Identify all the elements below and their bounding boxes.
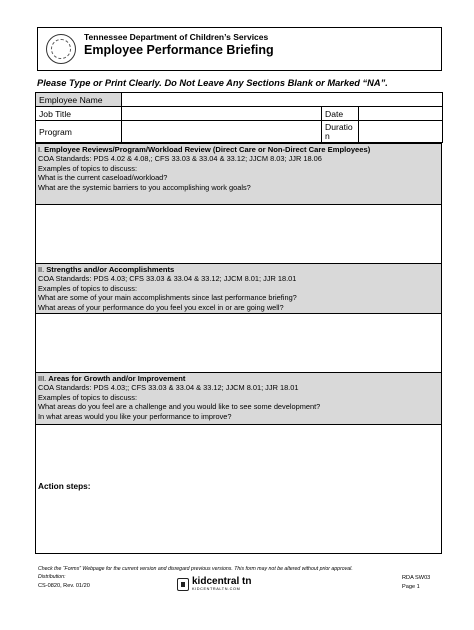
duration-field[interactable] <box>359 121 443 143</box>
job-title-field[interactable] <box>122 107 322 121</box>
section-title: Strengths and/or Accomplishments <box>46 265 175 274</box>
question: What are the systemic barriers to you accomplishing work goals? <box>38 182 251 192</box>
date-label: Date <box>322 107 359 121</box>
action-steps-label: Action steps: <box>38 481 91 491</box>
response-area[interactable] <box>36 205 441 263</box>
section-number: III. <box>38 374 47 383</box>
date-field[interactable] <box>359 107 443 121</box>
section-header <box>36 373 441 425</box>
form-header <box>37 27 442 71</box>
section-number: I. <box>38 145 43 154</box>
coa-standards: COA Standards: PDS 4.03; CFS 33.03 & 33.04 & 33.12; JJCM 8.01; JJR 18.01 <box>38 274 297 284</box>
employee-name-label: Employee Name <box>36 93 122 107</box>
examples-label: Examples of topics to discuss: <box>38 283 137 293</box>
coa-standards: COA Standards: PDS 4.02 & 4.08,; CFS 33.03 & 33.04 & 33.12; JJCM 8.03; JJR 18.06 <box>38 154 322 164</box>
form-title: Employee Performance Briefing <box>84 43 274 57</box>
duration-label: Duration <box>322 121 359 143</box>
employee-name-field[interactable] <box>122 93 443 107</box>
question: What are some of your main accomplishments since last performance briefing? <box>38 293 297 303</box>
distribution-label: Distribution: <box>38 574 66 580</box>
state-seal-icon <box>46 34 76 64</box>
page-number: Page 1 <box>402 584 420 590</box>
logo-url: KIDCENTRALTN.COM <box>192 587 241 591</box>
response-area[interactable] <box>36 314 441 372</box>
section-title: Areas for Growth and/or Improvement <box>48 374 186 383</box>
question: In what areas would you like your performance to improve? <box>38 411 232 421</box>
instructions: Please Type or Print Clearly. Do Not Leave Any Sections Blank or Marked “NA”. <box>37 78 388 88</box>
question: What is the current caseload/workload? <box>38 173 168 183</box>
section-strengths <box>35 263 442 373</box>
section-header <box>36 144 441 205</box>
section-header <box>36 264 441 314</box>
section-number: II. <box>38 265 45 274</box>
footer-note: Check the “Forms” Webpage for the current version and disregard previous versions. This form may not be altered without prior approval. <box>38 566 353 572</box>
section-workload-review <box>35 143 442 264</box>
examples-label: Examples of topics to discuss: <box>38 392 137 402</box>
job-title-label: Job Title <box>36 107 122 121</box>
section-growth <box>35 372 442 554</box>
agency-name: Tennessee Department of Children’s Services <box>84 32 269 42</box>
program-label: Program <box>36 121 122 143</box>
question: What areas of your performance do you feel you excel in or are going well? <box>38 302 284 312</box>
kidcentral-logo <box>177 577 257 593</box>
response-area[interactable] <box>36 425 441 553</box>
rda-code: RDA SW03 <box>402 575 431 581</box>
kidcentral-icon <box>177 578 189 591</box>
section-title: Employee Reviews/Program/Workload Review (Direct Care or Non-Direct Care Employees) <box>44 145 371 154</box>
question: What areas do you feel are a challenge and you would like to see some development? <box>38 402 321 412</box>
logo-wordmark: kidcentral tn <box>192 576 252 587</box>
program-field[interactable] <box>122 121 322 143</box>
coa-standards: COA Standards: PDS 4.03;; CFS 33.03 & 33.04 & 33.12; JJCM 8.01; JJR 18.01 <box>38 383 299 393</box>
form-number: CS-0820, Rev. 01/20 <box>38 583 90 589</box>
employee-info-table <box>35 92 443 143</box>
examples-label: Examples of topics to discuss: <box>38 163 137 173</box>
